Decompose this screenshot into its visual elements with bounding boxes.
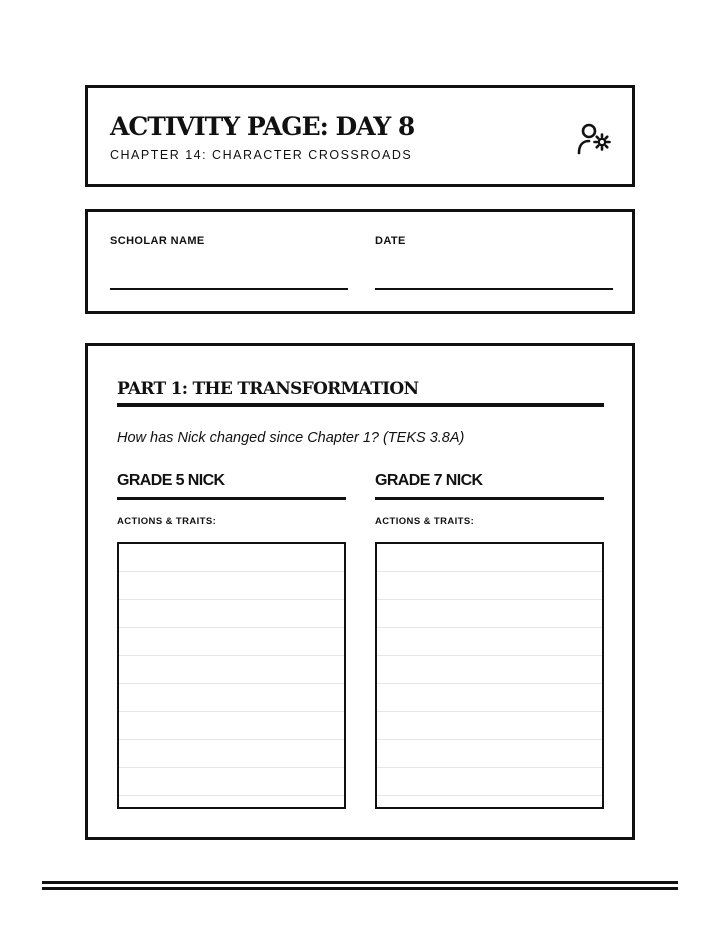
date-field[interactable] [375,288,613,290]
chapter-subtitle: CHAPTER 14: CHARACTER CROSSROADS [110,148,413,162]
grade-7-column-divider [375,497,604,500]
part-1-card [85,343,635,840]
grade-7-actions-label: ACTIONS & TRAITS: [375,516,475,527]
part-1-title: PART 1: THE TRANSFORMATION [117,379,419,399]
header-card [85,85,635,187]
footer-rule-top [42,881,678,884]
page-title: ACTIVITY PAGE: DAY 8 [110,112,415,141]
scholar-name-field[interactable] [110,288,348,290]
grade-5-response-box[interactable] [117,542,346,809]
user-gear-icon [577,122,613,156]
grade-5-column-divider [117,497,346,500]
grade-7-column-title: GRADE 7 NICK [375,472,483,489]
part-1-divider [117,403,604,407]
grade-5-column-title: GRADE 5 NICK [117,472,225,489]
date-label: DATE [375,235,406,247]
footer-rule-bottom [42,887,678,890]
part-1-question: How has Nick changed since Chapter 1? (TEKS 3.8A) [117,430,465,446]
student-info-card [85,209,635,314]
scholar-name-label: SCHOLAR NAME [110,235,205,247]
grade-5-actions-label: ACTIONS & TRAITS: [117,516,217,527]
grade-7-response-box[interactable] [375,542,604,809]
